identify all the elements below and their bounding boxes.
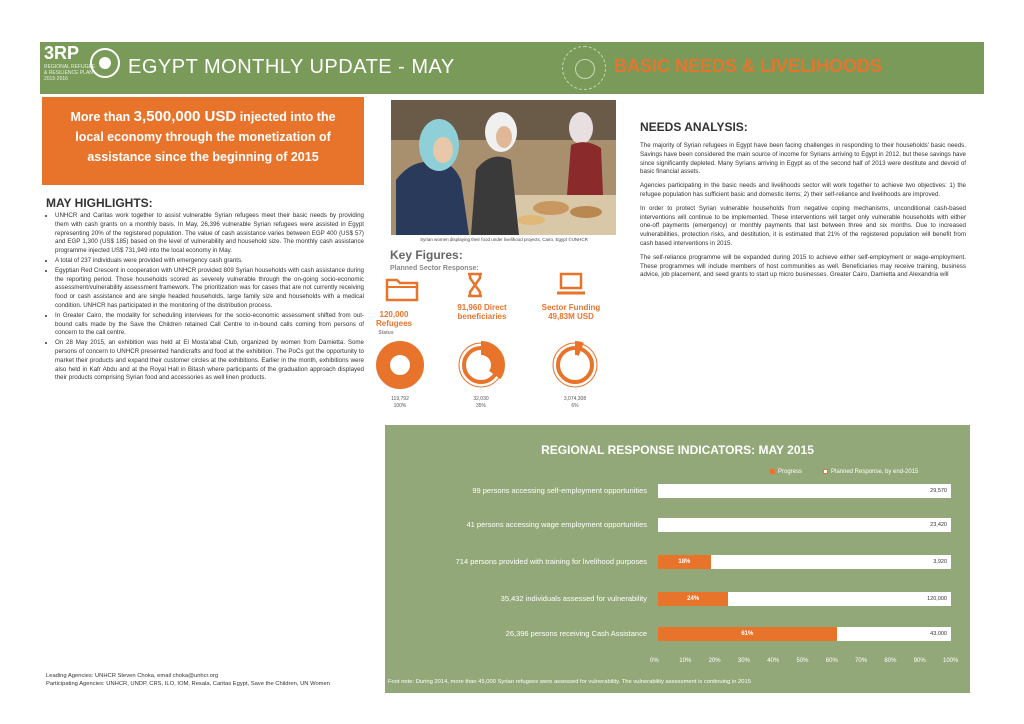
bar-category-label: 714 persons provided with training for livelihood purposes — [455, 557, 647, 566]
unhcr-logo-icon — [90, 48, 120, 78]
bar-category-label: 41 persons accessing wage employment opportunities — [466, 520, 647, 529]
x-tick-label: 10% — [679, 658, 692, 664]
agencies-footer — [46, 672, 376, 688]
leading-agencies: Leading Agencies: UNHCR Steven Choka, email choka@unhcr.org — [46, 673, 219, 679]
bar-target-label: 23,420 — [930, 522, 947, 528]
highlights-heading: MAY HIGHLIGHTS: — [46, 196, 153, 210]
hourglass-icon — [466, 272, 484, 298]
kf-refugees-percent: 100% — [393, 403, 407, 409]
kf-funding-count: 3,074,308 — [563, 396, 587, 402]
kf-refugees-donut — [375, 340, 425, 390]
kf-funding-label: Sector Funding 49,83M USD — [541, 303, 601, 321]
cash-injection-banner — [42, 97, 364, 185]
banner-amount: 3,500,000 USD — [133, 108, 237, 125]
kf-funding-percent: 6% — [571, 403, 579, 409]
3rp-logo: 3RP — [44, 43, 80, 63]
x-tick-label: 90% — [913, 658, 926, 664]
bar-progress: 24% — [658, 592, 728, 606]
report-title: EGYPT MONTHLY UPDATE - MAY — [128, 56, 455, 78]
banner-text-1: More than — [70, 110, 134, 124]
legend-planned-swatch — [823, 469, 828, 474]
planned-response-subtitle: Planned Sector Response: — [390, 265, 479, 272]
needs-paragraph: Agencies participating in the basic needs and livelihoods sector will work together to achieve two objectives: 1) the refugee population has sufficient basic and domestic items; 2) their self-reliance and livelihoods are improved. — [640, 182, 966, 198]
x-tick-label: 60% — [825, 658, 838, 664]
highlights-list — [46, 212, 364, 384]
photo-caption: Syrian women displaying their food under livelihood projects, Cairo, Egypt ©UNHCR — [420, 237, 588, 242]
sector-title: BASIC NEEDS & LIVELIHOODS — [614, 56, 883, 76]
needs-paragraph: In order to protect Syrian vulnerable households from negative coping mechanisms, unconditional cash-based interventions will continue to be implemented. These interventions will target only vulnerable households with either one-off payments (emergency) or monthly payments that last between three and six months. Due to increased vulnerabilities, protection risks, and destitution, it is estimated that 21% of the registered population will benefit from cash based interventions in 2015. — [640, 204, 966, 247]
kf-beneficiaries-donut — [456, 340, 506, 390]
highlight-item: • A total of 237 individuals were provided with emergency cash grants. — [55, 257, 364, 266]
bar-category-label: 99 persons accessing self-employment opportunities — [472, 486, 647, 495]
banner-text-2: injected into the local economy through the monetization of assistance since the beginning of 2015 — [75, 110, 336, 164]
x-tick-label: 30% — [737, 658, 750, 664]
x-tick-label: 20% — [708, 658, 721, 664]
3rp-logo-subtitle: REGIONAL REFUGEE & RESILIENCE PLAN 2015-2016 — [44, 64, 96, 82]
bar-target-bg — [658, 555, 951, 569]
bar-target-label: 3,920 — [933, 559, 947, 565]
legend-planned — [823, 469, 918, 475]
kf-status-label: Status — [378, 330, 394, 336]
header-bar — [40, 42, 984, 94]
legend-planned-label: Planned Response, by end-2015 — [831, 469, 919, 476]
bar-target-bg — [658, 518, 951, 532]
highlight-item: • Egyptian Red Crescent in cooperation with UNHCR provided 809 Syrian households with cash assistance during the reporting period. Those households scored as severely vulnerable through the on-going socio-economic assessment/vulnerability assessment framework. The prioritization was for cases that are not currently receiving food or cash assistance and are single headed households, large family size and households with a medical condition. UNHCR has participated in the monitoring of the distribution process. — [55, 267, 364, 311]
needs-text — [640, 142, 966, 285]
highlight-item: • UNHCR and Caritas work together to assist vulnerable Syrian refugees meet their basic needs by providing them with cash grants on a monthly basis. In May, 26,396 vulnerable Syrian refugees were assisted in Egypt representing 20% of the registered population. The value of cash assistance varies between EGP 400 (US$ 57) and EGP 1,300 (US$ 185) based on the level of vulnerability and household size. The monthly cash assistance programme injected US$ 731,949 into the local economy in May. — [55, 212, 364, 256]
bar-category-label: 35,432 individuals assessed for vulnerability — [500, 594, 647, 603]
x-tick-label: 100% — [943, 658, 959, 664]
legend-progress — [770, 469, 802, 475]
needs-heading: NEEDS ANALYSIS: — [640, 120, 748, 134]
needs-paragraph: The self-reliance programme will be expanded during 2015 to achieve either self-employment or wage-employment. These programmes will include members of host communities as well. Beneficiaries may receive training, business advice, job placement, and seed grants to start up micro businesses. Greater Cairo, Damietta and Alexandria will — [640, 253, 966, 279]
x-tick-label: 0% — [650, 658, 659, 664]
highlight-item: • In Greater Cairo, the modality for scheduling interviews for the socio-economic assessment shifted from out-bound calls made by the Save the Children retained Call Centre to in-bound calls coming from persons of concern to the call centre. — [55, 312, 364, 338]
indicators-panel — [385, 425, 970, 693]
x-tick-label: 80% — [884, 658, 897, 664]
kf-beneficiaries-value — [456, 396, 506, 410]
bar-target-label: 29,570 — [930, 488, 947, 494]
x-tick-label: 40% — [767, 658, 780, 664]
footnote: Foot note: During 2014, more than 45,000 Syrian refugees were assessed for vulnerability. The vulnerability assessment is continuing in 2015 — [388, 679, 751, 685]
women-food-photo — [391, 100, 616, 235]
emblem-icon — [562, 46, 606, 90]
kf-beneficiaries-label: 91,960 Direct beneficiaries — [457, 303, 507, 321]
highlight-item: • On 28 May 2015, an exhibition was held at El Mosta'abal Club, organized by women from Damietta. Some persons of concern to UNHCR presented handicrafts and food at the exhibition. The PoCs got the opportunity to market their products and expand their customer circles at the exhibitions. Earlier in the month, exhibitions were also held in Kafr Abdu and at the Royal Hall in Bitash where participants of the graduation approach displayed their products comprising Syrian food and accessories as well linen products. — [55, 339, 364, 383]
bar-progress: 61% — [658, 627, 837, 641]
bar-target-bg — [658, 627, 951, 641]
bar-target-label: 120,000 — [927, 596, 947, 602]
legend-progress-label: Progress — [778, 469, 803, 476]
x-tick-label: 70% — [855, 658, 868, 664]
laptop-icon — [556, 272, 586, 296]
folder-icon — [385, 276, 419, 302]
bar-target-bg — [658, 484, 951, 498]
kf-beneficiaries-percent: 35% — [475, 403, 486, 409]
participating-agencies: Participating Agencies: UNHCR, UNDP, CRS, ILO, IOM, Resala, Caritas Egypt, Save the Children, UN Women — [46, 681, 330, 687]
legend-progress-swatch — [770, 469, 775, 474]
kf-funding-value — [550, 396, 600, 410]
bar-category-label: 26,396 persons receiving Cash Assistance — [505, 629, 647, 638]
kf-refugees-count: 119,792 — [391, 396, 409, 402]
kf-refugees-label: 120,000 Refugees — [375, 310, 412, 328]
needs-paragraph: The majority of Syrian refugees in Egypt have been facing challenges in responding to their households' basic needs. Savings have been considered the main source of income for Syrians arriving to Egypt in 2012, but these savings have since significantly depleted. Many Syrians arriving in Egypt as of the second half of 2013 were destitute and devoid of basic financial assets. — [640, 142, 966, 176]
chart-title: REGIONAL RESPONSE INDICATORS: MAY 2015 — [541, 443, 814, 457]
bar-target-bg — [658, 592, 951, 606]
kf-beneficiaries-count: 32,030 — [473, 396, 489, 402]
bar-progress: 18% — [658, 555, 711, 569]
bar-target-label: 43,000 — [930, 631, 947, 637]
photo-illustration — [391, 100, 616, 235]
x-tick-label: 50% — [796, 658, 809, 664]
kf-funding-donut — [550, 340, 600, 390]
key-figures-title: Key Figures: — [390, 248, 463, 262]
kf-refugees-value — [375, 396, 425, 410]
